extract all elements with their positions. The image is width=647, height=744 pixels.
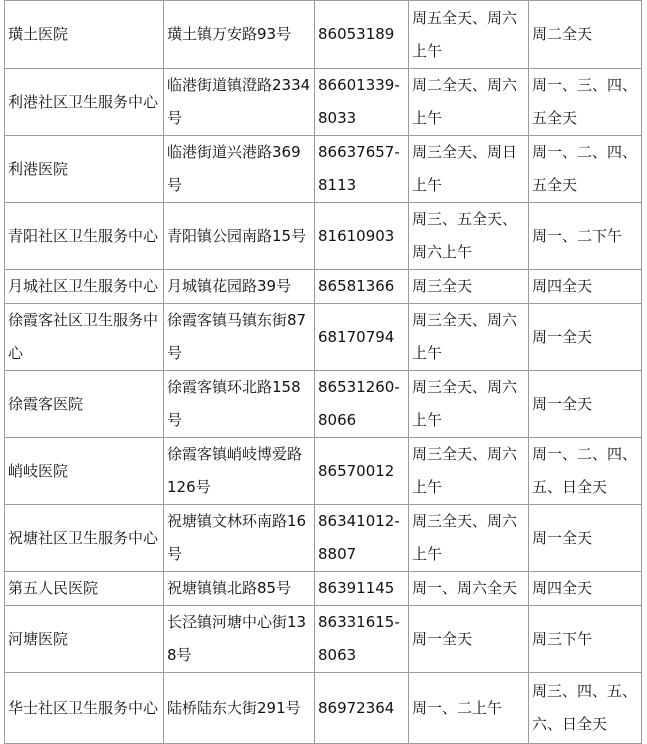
phone-cell: 86570012 bbox=[315, 438, 409, 505]
phone-cell: 86601339-8033 bbox=[315, 69, 409, 136]
closed-days-cell: 周一全天 bbox=[529, 304, 642, 371]
clinic-name-cell: 青阳社区卫生服务中心 bbox=[5, 203, 164, 270]
address-cell: 祝塘镇镇北路85号 bbox=[164, 572, 315, 606]
phone-cell: 86581366 bbox=[315, 270, 409, 304]
phone-cell: 86331615-8063 bbox=[315, 606, 409, 673]
phone-cell: 81610903 bbox=[315, 203, 409, 270]
clinic-name-cell: 祝塘社区卫生服务中心 bbox=[5, 505, 164, 572]
closed-days-cell: 周三、四、五、六、日全天 bbox=[529, 673, 642, 744]
address-cell: 陆桥陆东大街291号 bbox=[164, 673, 315, 744]
table-row bbox=[5, 572, 642, 606]
service-hours-cell: 周一、周六全天 bbox=[409, 572, 529, 606]
address-cell: 璜土镇万安路93号 bbox=[164, 1, 315, 69]
clinic-name-cell: 利港社区卫生服务中心 bbox=[5, 69, 164, 136]
phone-cell: 86637657-8113 bbox=[315, 136, 409, 203]
clinic-name-cell: 月城社区卫生服务中心 bbox=[5, 270, 164, 304]
clinic-name-cell: 利港医院 bbox=[5, 136, 164, 203]
closed-days-cell: 周一全天 bbox=[529, 371, 642, 438]
table-row bbox=[5, 438, 642, 505]
table-row bbox=[5, 606, 642, 673]
table-row bbox=[5, 270, 642, 304]
table-row bbox=[5, 136, 642, 203]
phone-cell: 86972364 bbox=[315, 673, 409, 744]
closed-days-cell: 周三下午 bbox=[529, 606, 642, 673]
closed-days-cell: 周一、二下午 bbox=[529, 203, 642, 270]
table-row bbox=[5, 1, 642, 69]
table-row bbox=[5, 505, 642, 572]
address-cell: 月城镇花园路39号 bbox=[164, 270, 315, 304]
table-row bbox=[5, 304, 642, 371]
closed-days-cell: 周一、二、四、五、日全天 bbox=[529, 438, 642, 505]
clinic-name-cell: 徐霞客社区卫生服务中心 bbox=[5, 304, 164, 371]
service-hours-cell: 周五全天、周六上午 bbox=[409, 1, 529, 69]
address-cell: 长泾镇河塘中心街138号 bbox=[164, 606, 315, 673]
service-hours-cell: 周三全天 bbox=[409, 270, 529, 304]
closed-days-cell: 周四全天 bbox=[529, 572, 642, 606]
service-hours-cell: 周二全天、周六上午 bbox=[409, 69, 529, 136]
address-cell: 青阳镇公园南路15号 bbox=[164, 203, 315, 270]
phone-cell: 86341012-8807 bbox=[315, 505, 409, 572]
closed-days-cell: 周一全天 bbox=[529, 505, 642, 572]
phone-cell: 86531260-8066 bbox=[315, 371, 409, 438]
clinic-table-body bbox=[5, 1, 642, 744]
clinic-name-cell: 璜土医院 bbox=[5, 1, 164, 69]
service-hours-cell: 周三、五全天、周六上午 bbox=[409, 203, 529, 270]
clinic-table bbox=[4, 0, 642, 744]
closed-days-cell: 周二全天 bbox=[529, 1, 642, 69]
address-cell: 祝塘镇文林环南路16号 bbox=[164, 505, 315, 572]
service-hours-cell: 周一、二上午 bbox=[409, 673, 529, 744]
service-hours-cell: 周三全天、周六上午 bbox=[409, 438, 529, 505]
address-cell: 徐霞客镇马镇东街87号 bbox=[164, 304, 315, 371]
table-row bbox=[5, 203, 642, 270]
table-row bbox=[5, 69, 642, 136]
closed-days-cell: 周一、三、四、五全天 bbox=[529, 69, 642, 136]
phone-cell: 68170794 bbox=[315, 304, 409, 371]
clinic-name-cell: 华士社区卫生服务中心 bbox=[5, 673, 164, 744]
phone-cell: 86391145 bbox=[315, 572, 409, 606]
service-hours-cell: 周三全天、周六上午 bbox=[409, 371, 529, 438]
clinic-name-cell: 峭岐医院 bbox=[5, 438, 164, 505]
address-cell: 临港街道兴港路369号 bbox=[164, 136, 315, 203]
closed-days-cell: 周四全天 bbox=[529, 270, 642, 304]
address-cell: 徐霞客镇环北路158号 bbox=[164, 371, 315, 438]
clinic-name-cell: 第五人民医院 bbox=[5, 572, 164, 606]
address-cell: 临港街道镇澄路2334号 bbox=[164, 69, 315, 136]
table-row bbox=[5, 371, 642, 438]
service-hours-cell: 周三全天、周六上午 bbox=[409, 304, 529, 371]
table-row bbox=[5, 673, 642, 744]
service-hours-cell: 周三全天、周日上午 bbox=[409, 136, 529, 203]
clinic-name-cell: 河塘医院 bbox=[5, 606, 164, 673]
service-hours-cell: 周一全天 bbox=[409, 606, 529, 673]
phone-cell: 86053189 bbox=[315, 1, 409, 69]
closed-days-cell: 周一、二、四、五全天 bbox=[529, 136, 642, 203]
address-cell: 徐霞客镇峭岐博爱路126号 bbox=[164, 438, 315, 505]
service-hours-cell: 周三全天、周六上午 bbox=[409, 505, 529, 572]
clinic-name-cell: 徐霞客医院 bbox=[5, 371, 164, 438]
